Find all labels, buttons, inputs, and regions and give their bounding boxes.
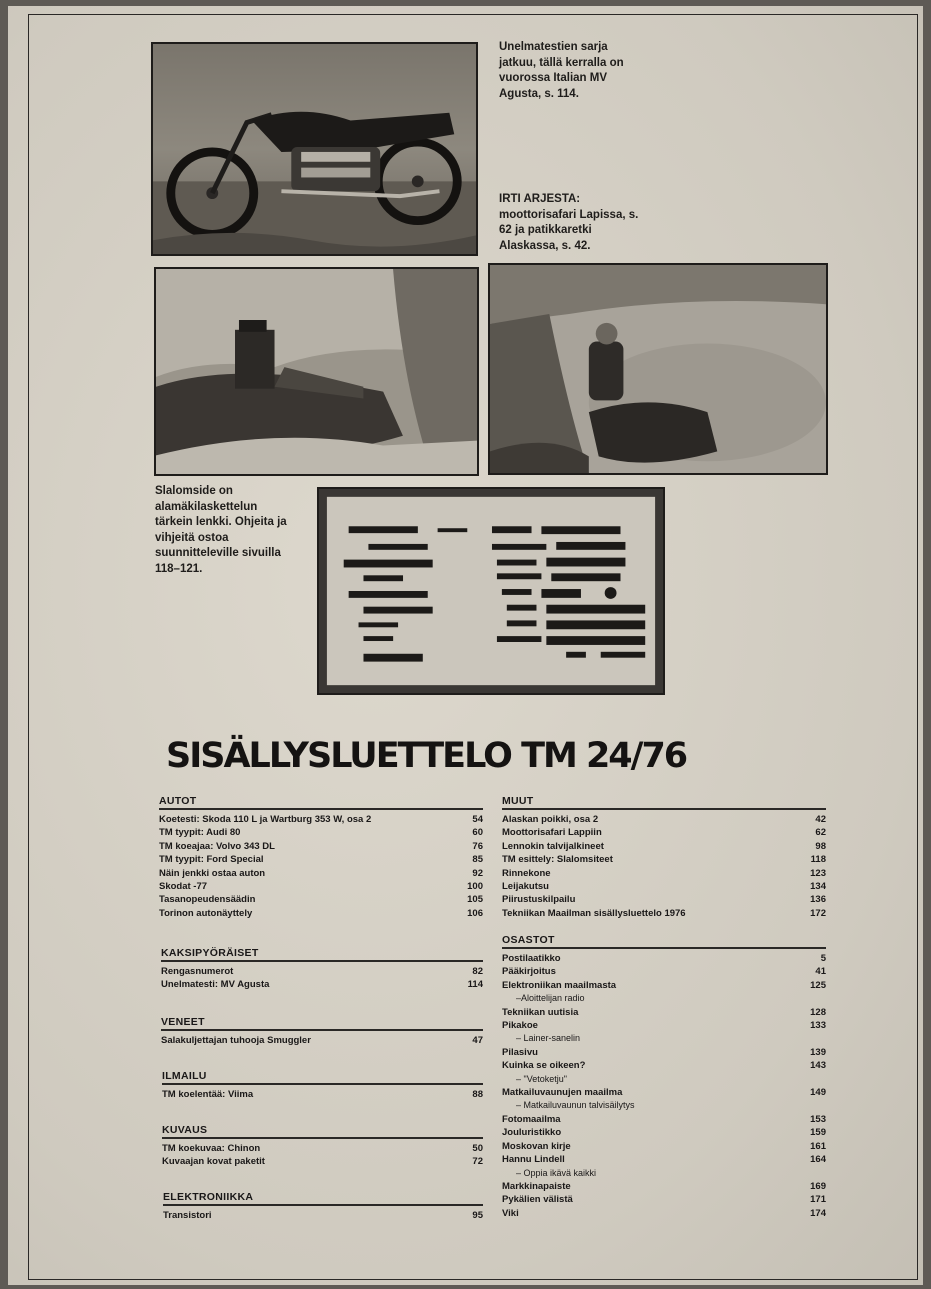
toc-entry-title: TM tyypit: Audi 80 <box>159 827 241 839</box>
caption-line: 118–121. <box>155 562 203 575</box>
toc-entry <box>502 1153 826 1166</box>
caption-line: vuorossa Italian MV <box>499 72 608 84</box>
toc-entry-title: TM koeajaa: Volvo 343 DL <box>159 840 275 852</box>
muut-list <box>502 813 826 920</box>
toc-entry-title: Leijakutsu <box>502 881 549 893</box>
caption-line: tärkein lenkki. Ohjeita ja <box>155 516 287 528</box>
toc-entry <box>502 1113 826 1126</box>
toc-entry <box>502 1086 826 1099</box>
section-osastot <box>502 934 826 1220</box>
caption-line: Slalomside on <box>155 485 233 497</box>
toc-entry-page: 123 <box>810 867 826 879</box>
toc-entry-subtitle: – "Vetoketju" <box>516 1073 567 1084</box>
toc-entry-page: 42 <box>815 814 826 825</box>
toc-entry-page: 149 <box>810 1087 826 1099</box>
toc-entry <box>502 826 826 839</box>
toc-entry-page: 114 <box>467 979 483 991</box>
toc-entry-subtitle: – Lainer-sanelin <box>516 1033 581 1044</box>
toc-entry-title: TM koelentää: Viima <box>162 1089 254 1100</box>
section-kaksipyoraiset <box>161 947 483 992</box>
toc-entry-page: 105 <box>467 894 483 906</box>
toc-entry <box>502 840 826 853</box>
toc-entry <box>502 853 826 866</box>
toc-entry <box>162 1088 483 1101</box>
toc-entry-title: Lennokin talvijalkineet <box>502 840 604 852</box>
toc-entry-page: 125 <box>810 979 826 991</box>
caption-irti-arjesta <box>499 192 638 254</box>
toc-entry <box>159 840 483 853</box>
toc-entry-title: Fotomaailma <box>502 1113 561 1125</box>
toc-entry <box>502 979 826 992</box>
magazine-page <box>8 6 923 1285</box>
toc-entry-page: 172 <box>810 907 826 919</box>
kuvaus-list <box>162 1142 483 1169</box>
toc-entry <box>163 1209 483 1222</box>
toc-entry-title: Tasanopeudensäädin <box>159 894 256 906</box>
toc-entry-page: 171 <box>810 1194 826 1206</box>
section-muut <box>502 795 826 920</box>
toc-entry <box>502 1193 826 1206</box>
toc-entry-page: 106 <box>467 907 483 919</box>
toc-entry <box>502 1006 826 1019</box>
toc-entry-title: Kuinka se oikeen? <box>502 1060 586 1072</box>
toc-entry-page: 98 <box>815 840 826 852</box>
section-heading: AUTOT <box>159 795 483 810</box>
section-heading: KUVAUS <box>162 1124 483 1139</box>
toc-entry <box>502 867 826 880</box>
toc-entry-page: 54 <box>472 814 483 825</box>
toc-entry-title: Näin jenkki ostaa auton <box>159 867 266 879</box>
toc-entry-page: 164 <box>810 1154 826 1166</box>
toc-entry-subtitle: – Matkailuvaunun talvisäilytys <box>516 1100 635 1111</box>
toc-entry-page: 5 <box>820 953 826 964</box>
toc-entry-page: 174 <box>810 1207 826 1219</box>
toc-entry <box>162 1142 483 1155</box>
snowmobile-safari-photo <box>154 267 479 476</box>
toc-entry <box>502 893 826 906</box>
toc-entry <box>502 952 826 965</box>
toc-entry <box>502 1207 826 1220</box>
toc-entry-title: Pilasivu <box>502 1046 538 1058</box>
toc-entry-title: Moskovan kirje <box>502 1140 571 1152</box>
alaska-river-photo <box>488 263 828 475</box>
toc-entry-title: Tekniikan Maailman sisällysluettelo 1976 <box>502 907 686 919</box>
toc-entry <box>159 867 483 880</box>
section-elektroniikka <box>163 1191 483 1222</box>
toc-entry-page: 76 <box>472 840 483 852</box>
toc-entry <box>502 880 826 893</box>
toc-entry <box>502 965 826 978</box>
toc-entry-title: Jouluristikko <box>502 1127 562 1139</box>
ski-bindings-photo <box>317 487 665 695</box>
toc-entry-page: 85 <box>472 854 483 866</box>
caption-line: Alaskassa, s. 42. <box>499 239 591 252</box>
caption-mv-agusta <box>499 40 624 102</box>
toc-entry <box>159 893 483 906</box>
toc-entry <box>159 907 483 920</box>
toc-entry-page: 128 <box>810 1006 826 1018</box>
toc-entry-title: Pikakoe <box>502 1020 538 1032</box>
toc-entry-title: Piirustuskilpailu <box>502 894 576 906</box>
toc-entry-subtitle: – Oppia ikävä kaikki <box>516 1167 597 1178</box>
toc-entry-title: Transistori <box>163 1210 212 1221</box>
toc-entry-title: Moottorisafari Lappiin <box>502 827 602 839</box>
toc-entry-title: Pykälien välistä <box>502 1194 573 1206</box>
toc-entry-title: Unelmatesti: MV Agusta <box>161 979 270 991</box>
kaksipyoraiset-list <box>161 965 483 992</box>
section-veneet <box>161 1016 483 1047</box>
toc-entry-title: Pääkirjoitus <box>502 966 556 978</box>
caption-slalomside <box>155 484 287 577</box>
toc-entry-page: 92 <box>472 867 483 879</box>
toc-entry-page: 134 <box>810 881 826 893</box>
toc-entry-page: 169 <box>810 1180 826 1192</box>
toc-entry <box>161 978 483 991</box>
toc-entry-title: Rengasnumerot <box>161 966 234 977</box>
toc-entry-title: TM tyypit: Ford Special <box>159 854 264 866</box>
toc-entry-title: Matkailuvaunujen maailma <box>502 1087 623 1099</box>
section-ilmailu <box>162 1070 483 1101</box>
toc-entry-page: 47 <box>472 1035 483 1046</box>
toc-entry <box>502 1046 826 1059</box>
toc-entry-title: TM esittely: Slalomsiteet <box>502 854 613 866</box>
toc-entry <box>502 1140 826 1153</box>
toc-entry-page: 60 <box>472 827 483 839</box>
section-kuvaus <box>162 1124 483 1169</box>
toc-entry-title: Alaskan poikki, osa 2 <box>502 814 599 825</box>
toc-entry <box>159 853 483 866</box>
toc-entry-page: 72 <box>472 1156 483 1168</box>
toc-entry-page: 161 <box>810 1140 826 1152</box>
toc-entry-title: Viki <box>502 1207 519 1219</box>
section-heading: ELEKTRONIIKKA <box>163 1191 483 1206</box>
toc-entry <box>162 1155 483 1168</box>
section-heading: MUUT <box>502 795 826 810</box>
toc-entry-title: Skodat -77 <box>159 881 208 893</box>
toc-entry <box>502 1019 826 1032</box>
toc-entry <box>161 965 483 978</box>
toc-entry-page: 62 <box>815 827 826 839</box>
caption-line: moottorisafari Lapissa, s. <box>499 208 639 221</box>
caption-line: IRTI ARJESTA: <box>499 193 581 205</box>
toc-entry-title: Tekniikan uutisia <box>502 1006 579 1018</box>
toc-entry-title: Torinon autonäyttely <box>159 907 253 919</box>
toc-entry <box>159 880 483 893</box>
toc-entry-page: 88 <box>472 1089 483 1100</box>
autot-list <box>159 813 483 920</box>
caption-line: alamäkilaskettelun <box>155 500 258 513</box>
toc-entry <box>159 826 483 839</box>
elektroniikka-list <box>163 1209 483 1222</box>
section-heading: OSASTOT <box>502 934 826 949</box>
section-heading: KAKSIPYÖRÄISET <box>161 947 483 962</box>
toc-entry-page: 159 <box>810 1127 826 1139</box>
toc-entry-title: Koetesti: Skoda 110 L ja Wartburg 353 W, osa 2 <box>159 814 372 825</box>
caption-line: vihjeitä ostoa <box>155 531 229 544</box>
caption-line: suunnitteleville sivuilla <box>155 547 281 559</box>
caption-line: 62 ja patikkaretki <box>499 224 592 236</box>
toc-entry-title: TM koekuvaa: Chinon <box>162 1143 261 1154</box>
contents-title: SISÄLLYSLUETTELO TM 24/76 <box>166 736 687 776</box>
toc-entry-page: 50 <box>472 1143 483 1154</box>
veneet-list <box>161 1034 483 1047</box>
toc-entry-page: 41 <box>815 966 826 978</box>
toc-entry-page: 143 <box>810 1060 826 1072</box>
toc-entry-title: Postilaatikko <box>502 953 561 964</box>
section-heading: ILMAILU <box>162 1070 483 1085</box>
toc-entry <box>502 1059 826 1072</box>
caption-line: Unelmatestien sarja <box>499 41 608 53</box>
toc-entry-title: Elektroniikan maailmasta <box>502 979 617 991</box>
toc-entry-title: Kuvaajan kovat paketit <box>162 1156 265 1168</box>
motorcycle-photo <box>151 42 478 256</box>
toc-entry-subtitle: –Aloittelijan radio <box>516 993 585 1004</box>
toc-entry <box>159 813 483 826</box>
toc-entry <box>502 1180 826 1193</box>
toc-entry-title: Markkinapaiste <box>502 1180 571 1192</box>
toc-entry-page: 118 <box>810 854 826 866</box>
toc-entry-page: 82 <box>472 966 483 977</box>
toc-entry-page: 153 <box>810 1113 826 1125</box>
toc-entry <box>502 907 826 920</box>
caption-line: Agusta, s. 114. <box>499 87 579 100</box>
section-heading: VENEET <box>161 1016 483 1031</box>
toc-entry-title: Hannu Lindell <box>502 1154 565 1166</box>
toc-entry-page: 95 <box>472 1210 483 1221</box>
ilmailu-list <box>162 1088 483 1101</box>
toc-entry-title: Salakuljettajan tuhooja Smuggler <box>161 1035 311 1046</box>
toc-entry-page: 136 <box>810 894 826 906</box>
section-autot <box>159 795 483 920</box>
toc-entry-title: Rinnekone <box>502 867 551 879</box>
caption-line: jatkuu, tällä kerralla on <box>499 56 624 69</box>
toc-entry <box>161 1034 483 1047</box>
toc-entry-page: 100 <box>467 881 483 893</box>
osastot-list <box>502 952 826 1220</box>
toc-entry <box>502 813 826 826</box>
toc-entry <box>502 1126 826 1139</box>
toc-entry-page: 133 <box>810 1020 826 1032</box>
toc-entry-page: 139 <box>810 1046 826 1058</box>
